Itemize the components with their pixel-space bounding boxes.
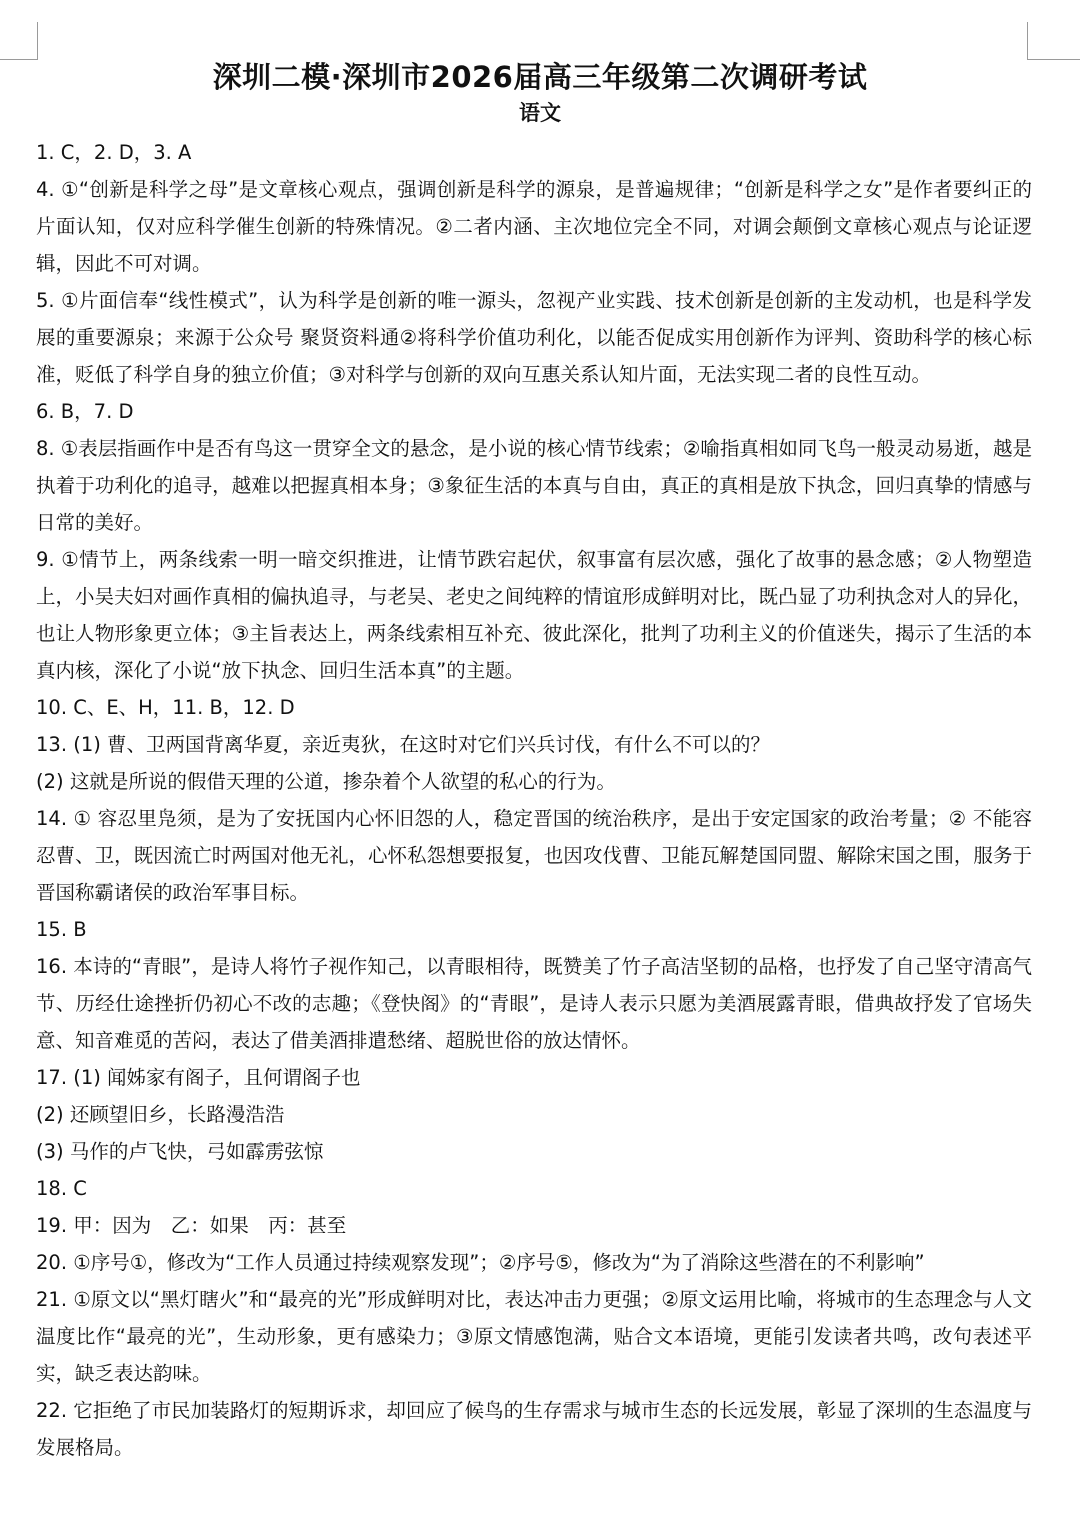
answer-item: 15. B: [36, 918, 87, 941]
answer-item: 10. C、E、H，11. B，12. D: [36, 696, 295, 719]
document-header: [0, 58, 1080, 130]
answer-item: (2) 还顾望旧乡，长路漫浩浩: [36, 1103, 285, 1126]
answer-item: (3) 马作的卢飞快，弓如霹雳弦惊: [36, 1140, 324, 1163]
document-title: 深圳二模·深圳市2026届高三年级第二次调研考试: [212, 60, 868, 94]
answer-item: 13. (1) 曹、卫两国背离华夏，亲近夷狄，在这时对它们兴兵讨伐，有什么不可以的？: [36, 733, 771, 756]
answer-item: 5. ①片面信奉“线性模式”，认为科学是创新的唯一源头，忽视产业实践、技术创新是创新的主发动机，也是科学发展的重要源泉；来源于公众号 聚贤资料通②将科学价值功利化，以能否促成实用创新作为评判、资助科学的核心标准，贬低了科学自身的独立价值；③对科学与创新的双向互惠关系认知片面，无法实现二者的良性互动。: [36, 289, 1032, 386]
answer-item: 22. 它拒绝了市民加装路灯的短期诉求，却回应了候鸟的生存需求与城市生态的长远发展，彰显了深圳的生态温度与发展格局。: [36, 1399, 1032, 1459]
answer-item: 21. ①原文以“黑灯瞎火”和“最亮的光”形成鲜明对比，表达冲击力更强；②原文运用比喻，将城市的生态理念与人文温度比作“最亮的光”，生动形象，更有感染力；③原文情感饱满，贴合文本语境，更能引发读者共鸣，改句表述平实，缺乏表达韵味。: [36, 1288, 1032, 1385]
answer-item: 9. ①情节上，两条线索一明一暗交织推进，让情节跌宕起伏，叙事富有层次感，强化了故事的悬念感；②人物塑造上，小吴夫妇对画作真相的偏执追寻，与老吴、老史之间纯粹的情谊形成鲜明对比，既凸显了功利执念对人的异化，也让人物形象更立体；③主旨表达上，两条线索相互补充、彼此深化，批判了功利主义的价值迷失，揭示了生活的本真内核，深化了小说“放下执念、回归生活本真”的主题。: [36, 548, 1032, 682]
answer-list: [36, 134, 1032, 1466]
answer-item: (2) 这就是所说的假借天理的公道，掺杂着个人欲望的私心的行为。: [36, 770, 616, 793]
answer-item: 19. 甲：因为 乙：如果 丙：甚至: [36, 1214, 347, 1237]
subject-title: 语文: [519, 101, 561, 125]
answer-item: 17. (1) 闻姊家有阁子，且何谓阁子也: [36, 1066, 361, 1089]
crop-mark-top-left: [37, 22, 38, 60]
crop-mark-top-right: [1027, 22, 1028, 60]
answer-item: 6. B，7. D: [36, 400, 134, 423]
answer-item: 8. ①表层指画作中是否有鸟这一贯穿全文的悬念，是小说的核心情节线索；②喻指真相如同飞鸟一般灵动易逝，越是执着于功利化的追寻，越难以把握真相本身；③象征生活的本真与自由，真正的真相是放下执念，回归真挚的情感与日常的美好。: [36, 437, 1032, 534]
answer-item: 16. 本诗的“青眼”，是诗人将竹子视作知己，以青眼相待，既赞美了竹子高洁坚韧的品格，也抒发了自己坚守清高气节、历经仕途挫折仍初心不改的志趣；《登快阁》的“青眼”，是诗人表示只愿为美酒展露青眼，借典故抒发了官场失意、知音难觅的苦闷，表达了借美酒排遣愁绪、超脱世俗的放达情怀。: [36, 955, 1032, 1052]
answer-item: 14. ① 容忍里凫须，是为了安抚国内心怀旧怨的人，稳定晋国的统治秩序，是出于安定国家的政治考量；② 不能容忍曹、卫，既因流亡时两国对他无礼，心怀私怨想要报复，也因攻伐曹、卫能瓦解楚国同盟、解除宋国之围，服务于晋国称霸诸侯的政治军事目标。: [36, 807, 1032, 904]
answer-item: 1. C，2. D，3. A: [36, 141, 192, 164]
answer-item: 4. ①“创新是科学之母”是文章核心观点，强调创新是科学的源泉，是普遍规律；“创新是科学之女”是作者要纠正的片面认知，仅对应科学催生创新的特殊情况。②二者内涵、主次地位完全不同，对调会颠倒文章核心观点与论证逻辑，因此不可对调。: [36, 178, 1032, 275]
answer-item: 18. C: [36, 1177, 87, 1200]
answer-item: 20. ①序号①，修改为“工作人员通过持续观察发现”；②序号⑤，修改为“为了消除这些潜在的不利影响”: [36, 1251, 925, 1274]
